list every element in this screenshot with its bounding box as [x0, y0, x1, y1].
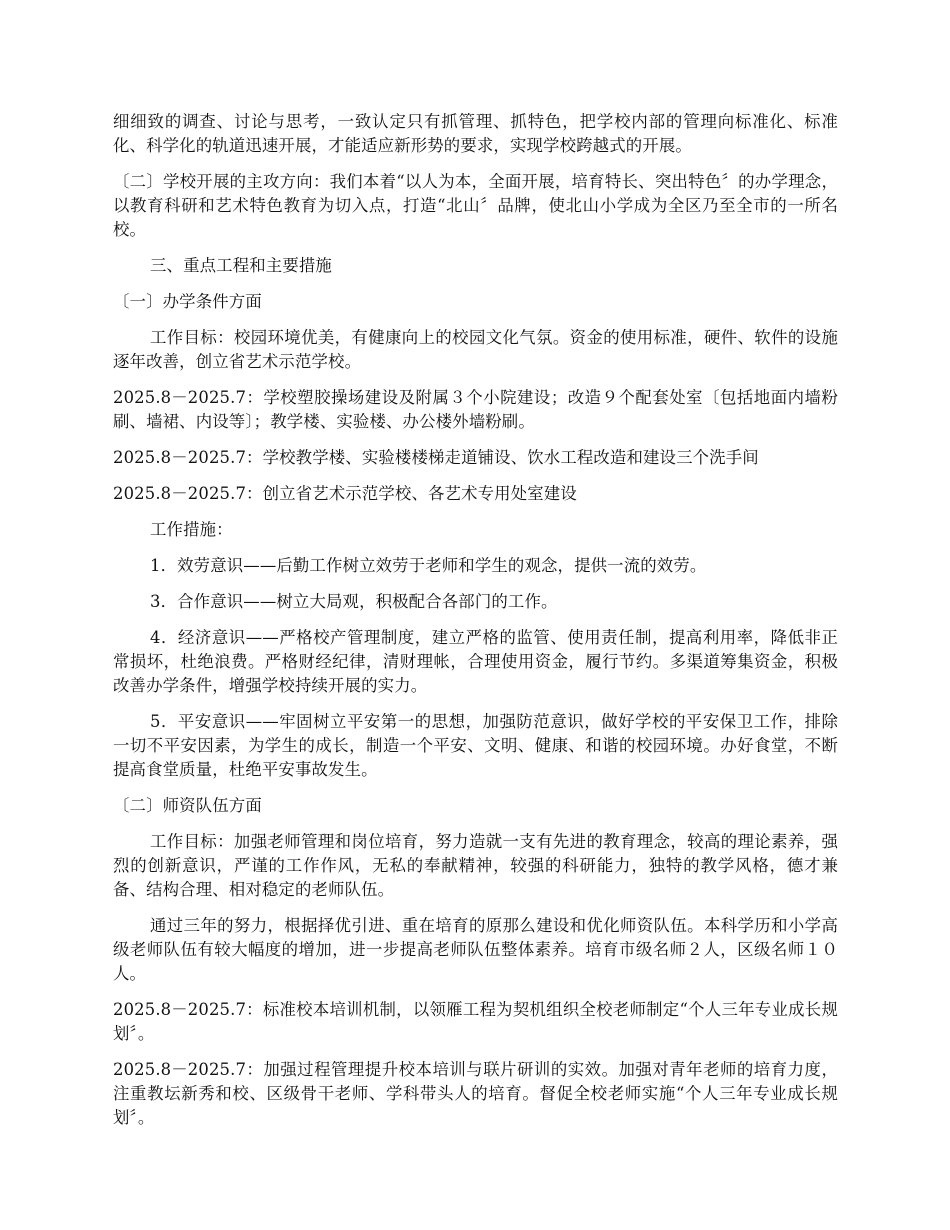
- timeline-item-process-management: 2025.8－2025.7：加强过程管理提升校本培训与联片研训的实效。加强对青年老师的培育力度，注重教坛新秀和校、区级骨干老师、学科带头人的培育。督促全校老师实施“个人三年专业成长规划〞。: [113, 1060, 838, 1127]
- timeline-item-art-school: 2025.8－2025.7：创立省艺术示范学校、各艺术专用处室建设: [113, 484, 577, 503]
- paragraph-staff-plan: 通过三年的努力，根据择优引进、重在培育的原那么建设和优化师资队伍。本科学历和小学高级老师队伍有较大幅度的增加，进一步提高老师队伍整体素养。培育市级名师２人，区级名师１０人。: [113, 916, 838, 983]
- measure-service: 1．效劳意识——后勤工作树立效劳于老师和学生的观念，提供一流的效劳。: [150, 556, 707, 575]
- timeline-item-training-mechanism: 2025.8－2025.7：标准校本培训机制，以领雁工程为契机组织全校老师制定“个人三年专业成长规划〞。: [113, 1000, 838, 1043]
- subheading-teaching-staff: 〔二〕师资队伍方面: [113, 796, 262, 815]
- measures-label: 工作措施：: [150, 520, 233, 539]
- measure-cooperation: 3．合作意识——树立大局观，积极配合各部门的工作。: [150, 592, 558, 611]
- timeline-item-playground: 2025.8－2025.7：学校塑胶操场建设及附属３个小院建设；改造９个配套处室〔包括地面内墙粉刷、墙裙、内设等〕；教学楼、实验楼、办公楼外墙粉刷。: [113, 388, 838, 431]
- subheading-school-conditions: 〔一〕办学条件方面: [113, 292, 262, 311]
- timeline-item-stairs-washrooms: 2025.8－2025.7：学校教学楼、实验楼楼梯走道铺设、饮水工程改造和建设三个洗手间: [113, 448, 759, 467]
- measure-economy: 4．经济意识——严格校产管理制度，建立严格的监管、使用责任制，提高利用率，降低非正常损坏，杜绝浪费。严格财经纪律，清财理帐，合理使用资金，履行节约。多渠道筹集资金，积极改善办学条件，增强学校持续开展的实力。: [113, 628, 838, 695]
- measure-safety: 5．平安意识——牢固树立平安第一的思想，加强防范意识，做好学校的平安保卫工作，排除一切不平安因素，为学生的成长，制造一个平安、文明、健康、和谐的校园环境。办好食堂，不断提高食堂质量，杜绝平安事故发生。: [113, 712, 838, 779]
- paragraph-staff-goal: 工作目标：加强老师管理和岗位培育，努力造就一支有先进的教育理念，较高的理论素养，强烈的创新意识，严谨的工作作风，无私的奉献精神，较强的科研能力，独特的教学风格，德才兼备、结构合理、相对稳定的老师队伍。: [113, 832, 838, 899]
- paragraph-intro-continuation: 细细致的调查、讨论与思考，一致认定只有抓管理、抓特色，把学校内部的管理向标准化、标准化、科学化的轨道迅速开展，才能适应新形势的要求，实现学校跨越式的开展。: [113, 112, 838, 155]
- paragraph-conditions-goal: 工作目标：校园环境优美，有健康向上的校园文化气氛。资金的使用标准，硬件、软件的设施逐年改善，创立省艺术示范学校。: [113, 328, 838, 371]
- paragraph-development-direction: 〔二〕学校开展的主攻方向：我们本着“以人为本，全面开展，培育特长、突出特色〞的办学理念，以教育科研和艺术特色教育为切入点，打造“北山〞品牌，使北山小学成为全区乃至全市的一所名校。: [113, 172, 838, 239]
- section-heading-key-projects: 三、重点工程和主要措施: [150, 256, 332, 275]
